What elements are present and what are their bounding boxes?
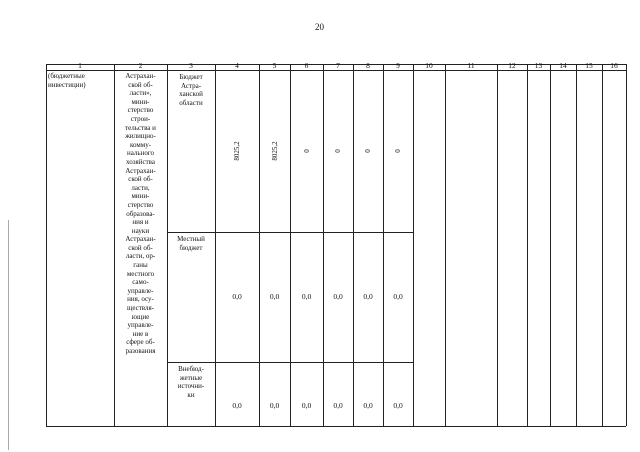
column-border — [114, 64, 115, 426]
column-header: 13 — [534, 61, 543, 70]
column-border — [550, 64, 551, 426]
column-border — [290, 64, 291, 426]
page-number: 20 — [315, 22, 324, 32]
cell-value: 0,0 — [393, 401, 403, 410]
column-header: 5 — [272, 61, 277, 70]
column-header: 4 — [235, 61, 239, 70]
cell-investment-type: (бюджетные инвестиции) — [48, 72, 86, 89]
column-border — [383, 64, 384, 426]
cell-responsible: Астрахан- ской об- ласти», мини- стерство строи- тельства и жилищно- комму- нального хозяйства Астрахан- ской об- ласти, мини- стерство образова- ния и науки Астрахан- ской об- ласти, ор- ганы местного само- управле- ния, осу- ществля- ющие управле- ние в сфере об- разования — [125, 72, 156, 355]
column-header: 7 — [336, 61, 340, 70]
table-bottom-border — [46, 426, 626, 427]
column-header: 16 — [610, 61, 618, 70]
column-border — [527, 64, 528, 426]
column-border — [497, 64, 498, 426]
cell-value: 8025,2 — [270, 141, 279, 161]
column-header: 6 — [304, 61, 309, 70]
column-header: 10 — [425, 61, 433, 70]
cell-value: 0 — [334, 149, 342, 153]
column-border — [215, 64, 216, 426]
cell-value: 8025,2 — [233, 141, 241, 161]
cell-value: 0,0 — [232, 401, 242, 410]
margin-line — [8, 220, 9, 450]
column-header: 8 — [366, 61, 370, 70]
column-header: 11 — [467, 61, 475, 70]
cell-value: 0 — [302, 149, 311, 153]
cell-value: 0 — [364, 149, 372, 153]
cell-value: 0,0 — [269, 401, 280, 410]
column-border — [323, 64, 324, 426]
column-border — [576, 64, 577, 426]
column-border — [259, 64, 260, 426]
column-border — [602, 64, 603, 426]
cell-value: 0,0 — [333, 292, 343, 301]
cell-value: 0 — [394, 149, 402, 153]
column-border — [413, 64, 414, 426]
cell-value: 0,0 — [363, 401, 373, 410]
cell-value: 0,0 — [232, 292, 242, 301]
column-border — [167, 64, 168, 426]
cell-value: 0,0 — [301, 292, 312, 301]
column-header: 3 — [189, 61, 193, 70]
column-border — [626, 64, 627, 426]
column-header: 12 — [508, 61, 516, 70]
column-header: 9 — [396, 61, 400, 70]
column-header: 2 — [138, 61, 143, 70]
cell-value: 0,0 — [333, 401, 343, 410]
column-border — [46, 64, 47, 426]
column-border — [353, 64, 354, 426]
cell-value: 0,0 — [301, 401, 312, 410]
cell-funding-source: Местный бюджет — [177, 235, 205, 252]
cell-value: 0,0 — [269, 292, 280, 301]
column-header: 1 — [78, 61, 82, 70]
cell-value: 0,0 — [393, 292, 403, 301]
column-header: 15 — [585, 61, 593, 70]
cell-funding-source: Внебюд- жетные источни- ки — [177, 365, 205, 399]
cell-value: 0,0 — [363, 292, 373, 301]
column-border — [445, 64, 446, 426]
cell-funding-source: Бюджет Астра- ханской области — [179, 73, 203, 107]
column-header: 14 — [559, 61, 567, 70]
